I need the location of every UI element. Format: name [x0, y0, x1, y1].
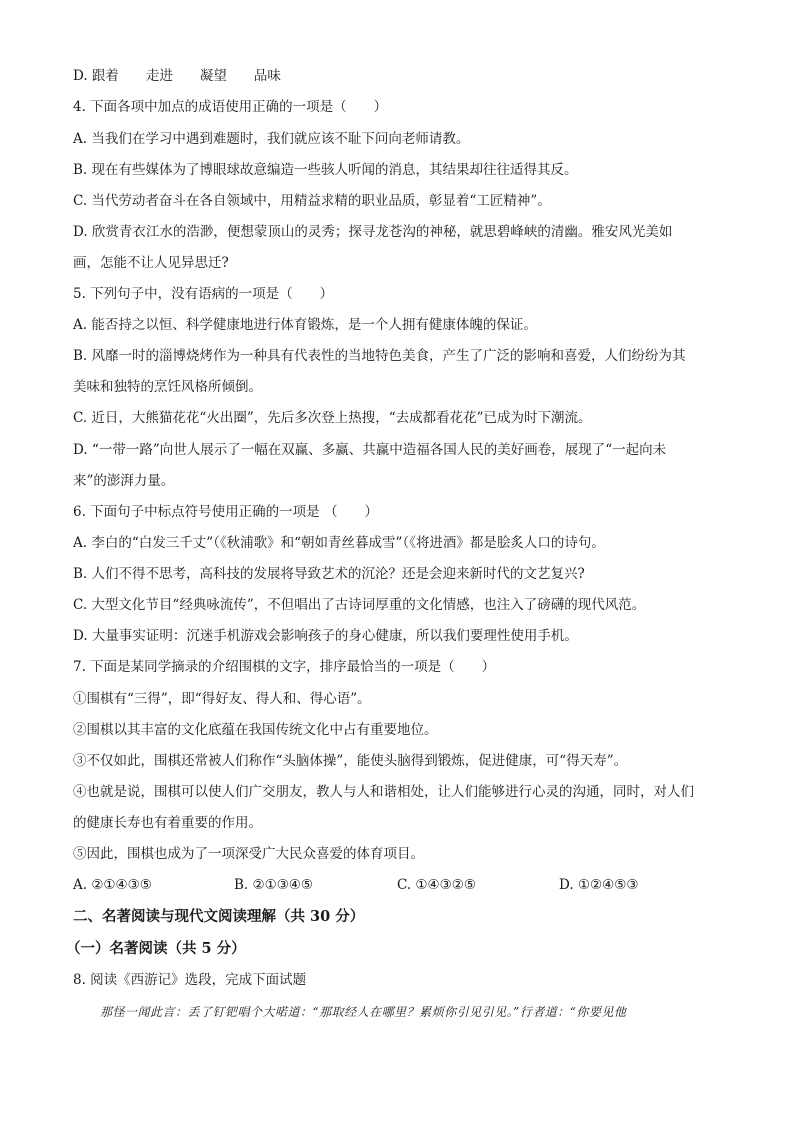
q4-option-a: A. 当我们在学习中遇到难题时，我们就应该不耻下问向老师请教。 [73, 131, 470, 147]
subsection-1-heading: （一）名著阅读（共 5 分） [66, 940, 246, 957]
q6-option-a: A. 李白的“白发三千丈”（《秋浦歌》和“朝如青丝暮成雪”（《将进酒》都是脍炙人口的诗句。 [73, 535, 605, 551]
q7-sentence-3: ③不仅如此，围棋还常被人们称作“头脑体操”，能使头脑得到锻炼，促进健康，可“得天寿”。 [73, 753, 628, 769]
q7-sentence-4-line1: ④也就是说，围棋可以使人们广交朋友，教人与人和谐相处，让人们能够进行心灵的沟通，同时，对人们 [73, 784, 694, 800]
q8-stem: 8. 阅读《西游记》选段，完成下面试题 [73, 972, 307, 988]
q7-sentence-1: ①围棋有“三得”，即“得好友、得人和、得心语”。 [73, 691, 371, 707]
q5-option-c: C. 近日，大熊猫花花“火出圈”，先后多次登上热搜，“去成都看花花”已成为时下潮流。 [73, 410, 592, 426]
q7-option-d: D. ①②④⑤③ [559, 877, 639, 893]
q6-stem: 6. 下面句子中标点符号使用正确的一项是 （ ） [73, 504, 378, 520]
q3-option-d: D. 跟着 走进 凝望 品味 [73, 68, 281, 84]
q6-option-b: B. 人们不得不思考，高科技的发展将导致艺术的沉沦？还是会迎来新时代的文艺复兴? [73, 566, 585, 582]
q5-option-d-line2: 来”的澎湃力量。 [73, 473, 175, 489]
q7-option-b: B. ②①③④⑤ [234, 877, 314, 893]
q4-option-d-line1: D. 欣赏青衣江水的浩渺，便想蒙顶山的灵秀；探寻龙苍沟的神秘，就思碧峰峡的清幽。雅安风光美如 [73, 224, 673, 240]
q5-option-d-line1: D. “一带一路”向世人展示了一幅在双赢、多赢、共赢中造福各国人民的美好画卷，展现了“一起向未 [73, 442, 667, 458]
q7-sentence-2: ②围棋以其丰富的文化底蕴在我国传统文化中占有重要地位。 [73, 722, 438, 738]
q6-option-c: C. 大型文化节目“经典咏流传”，不但唱出了古诗词厚重的文化情感，也注入了磅礴的现代风范。 [73, 597, 646, 613]
section-2-heading: 二、名著阅读与现代文阅读理解（共 30 分） [73, 908, 365, 925]
q5-option-b-line1: B. 风靡一时的淄博烧烤作为一种具有代表性的当地特色美食，产生了广泛的影响和喜爱，人们纷纷为其 [73, 348, 686, 364]
q4-option-d-line2: 画，怎能不让人见异思迁? [73, 255, 229, 271]
q8-passage-line1: 那怪一闻此言：丢了钉钯唱个大喏道：“那取经人在哪里？累烦你引见引见。”行者道：“你要见他 [100, 1005, 627, 1019]
q7-stem: 7. 下面是某同学摘录的介绍围棋的文字，排序最恰当的一项是（ ） [73, 659, 496, 675]
q7-sentence-5: ⑤因此，围棋也成为了一项深受广大民众喜爱的体育项目。 [73, 846, 424, 862]
q4-option-c: C. 当代劳动者奋斗在各自领域中，用精益求精的职业品质，彰显着“工匠精神”。 [73, 193, 551, 209]
q7-option-c: C. ①④③②⑤ [397, 877, 476, 893]
q4-stem: 4. 下面各项中加点的成语使用正确的一项是（ ） [73, 99, 388, 115]
q7-option-a: A. ②①④③⑤ [73, 877, 152, 893]
q7-sentence-4-line2: 的健康长寿也有着重要的作用。 [73, 815, 262, 831]
q5-option-b-line2: 美味和独特的烹饪风格所倾倒。 [73, 379, 262, 395]
q4-option-b: B. 现在有些媒体为了博眼球故意编造一些骇人听闻的消息，其结果却往往适得其反。 [73, 162, 578, 178]
q5-option-a: A. 能否持之以恒、科学健康地进行体育锻炼，是一个人拥有健康体魄的保证。 [73, 317, 537, 333]
q6-option-d: D. 大量事实证明：沉迷手机游戏会影响孩子的身心健康，所以我们要理性使用手机。 [73, 628, 578, 644]
q5-stem: 5. 下列句子中，没有语病的一项是（ ） [73, 286, 334, 302]
